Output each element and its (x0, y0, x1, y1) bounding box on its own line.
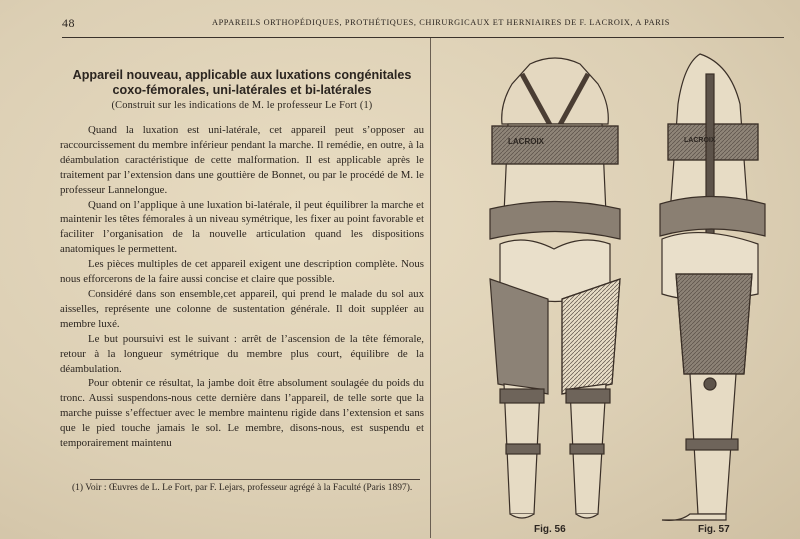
figure-56-caption: Fig. 56 (534, 524, 566, 535)
paragraph-4: Considéré dans son ensemble,cet appareil, qui prend le malade du sol aux aisselles, représente une colonne de sustentation générale. Il doit suppléer au membre luxé. (60, 287, 424, 330)
figure-56-illustration (470, 44, 640, 522)
paragraph-5: Le but poursuivi est le suivant : arrêt de l’ascension de la tête fémorale, retour à la longueur symétrique du membre plus court, équilibre de la déambulation. (60, 332, 424, 375)
footnote-rule (90, 479, 420, 480)
article-title-line1: Appareil nouveau, applicable aux luxations congénitales (72, 68, 412, 82)
paragraph-3: Les pièces multiples de cet appareil exigent une description complète. Nous nous efforcerons de la faire aussi concise et claire que possible. (60, 258, 424, 286)
article-title-line2: coxo-fémorales, uni-latérales et bi-latérales (112, 83, 372, 97)
paragraph-2: Quand on l’applique à une luxation bi-latérale, il peut équilibrer la marche et maintenir les têtes fémorales à un niveau symétrique, les fixer au point favorable et faciliter l’organisation de la nouvelle articulation quand les dispositions anatomiques le permettent. (60, 198, 424, 256)
belt-label-57: LACROIX (684, 137, 716, 144)
column-divider (430, 38, 431, 538)
header-rule (62, 37, 784, 38)
page-header (62, 16, 782, 34)
figure-57-caption: Fig. 57 (698, 524, 730, 535)
paragraph-6: Pour obtenir ce résultat, la jambe doit être absolument soulagée du poids du tronc. Aussi suspendons-nous cette dernière dans l’appareil, de telle sorte que la marche puisse s’effectuer avec le membre maintenu rigide dans l’extension et sans que le pied touche jamais le sol. Le membre, disons-nous, est suspendu et temporairement maintenu (60, 377, 424, 450)
belt-label-56: LACROIX (508, 137, 544, 146)
figure-57-illustration (640, 44, 780, 522)
footnote: (1) Voir : Œuvres de L. Le Fort, par F. Lejars, professeur agrégé à la Faculté (Paris 1897). (72, 483, 413, 493)
article-subtitle: (Construit sur les indications de M. le professeur Le Fort (1) (111, 100, 373, 111)
page-number: 48 (62, 16, 75, 30)
paragraph-1: Quand la luxation est uni-latérale, cet appareil peut s’opposer au raccourcissement du membre inférieur pendant la marche. Il remédie, en outre, à la déambulation caractéristique de cette malformation. Il est applicable après le traitement par l’extension dans une gouttière de Bonnet, ou par le procédé de M. le professeur Lannelongue. (60, 124, 424, 196)
article-column (60, 68, 424, 451)
article-title (60, 68, 424, 98)
running-head: APPAREILS ORTHOPÉDIQUES, PROTHÉTIQUES, CHIRURGICAUX ET HERNIAIRES DE F. LACROIX, A PARIS (212, 18, 670, 27)
